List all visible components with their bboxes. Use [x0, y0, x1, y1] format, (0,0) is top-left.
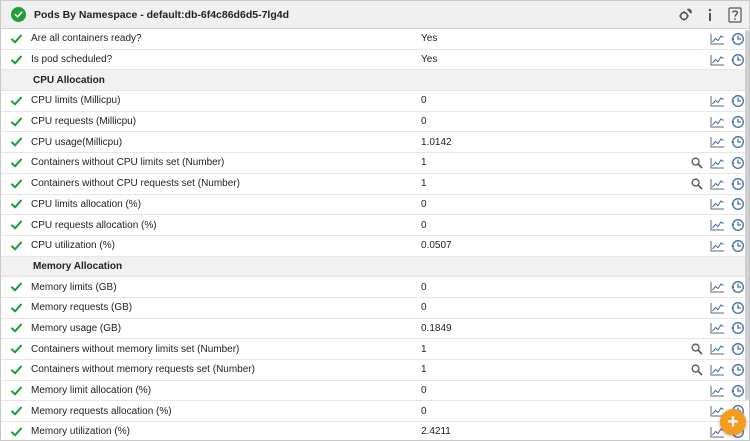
metric-label: Memory usage (GB): [31, 322, 122, 334]
metric-row: [1, 215, 749, 236]
check-icon: [1, 427, 31, 437]
row-actions: [709, 50, 749, 70]
scrollbar[interactable]: [745, 30, 749, 400]
row-actions: [709, 132, 749, 152]
check-icon: [1, 282, 31, 292]
line-chart-icon[interactable]: [709, 196, 726, 212]
history-icon[interactable]: [729, 31, 746, 47]
check-icon: [1, 323, 31, 333]
metric-label: Memory limits (GB): [31, 281, 117, 293]
metric-label: CPU requests (Millicpu): [31, 116, 137, 128]
metric-value: 1.0142: [421, 136, 452, 148]
metric-value: 0: [421, 405, 427, 417]
history-icon[interactable]: [729, 196, 746, 212]
line-chart-icon[interactable]: [709, 93, 726, 109]
metric-label: CPU usage(Millicpu): [31, 136, 123, 148]
metric-row: [1, 195, 749, 216]
metric-value: 0: [421, 281, 427, 293]
line-chart-icon[interactable]: [709, 300, 726, 316]
metric-row: [1, 236, 749, 257]
help-icon[interactable]: [724, 4, 746, 26]
magnifier-icon[interactable]: [688, 362, 705, 378]
line-chart-icon[interactable]: [709, 52, 726, 68]
row-actions: [709, 91, 749, 111]
line-chart-icon[interactable]: [709, 320, 726, 336]
metric-value: 1: [421, 157, 427, 169]
metric-label: Containers without memory limits set (Number): [31, 343, 240, 355]
line-chart-icon[interactable]: [709, 279, 726, 295]
history-icon[interactable]: [729, 362, 746, 378]
info-icon[interactable]: [699, 4, 721, 26]
metric-row: [1, 422, 749, 441]
metric-label: Memory limit allocation (%): [31, 385, 152, 397]
check-icon: [1, 406, 31, 416]
history-icon[interactable]: [729, 341, 746, 357]
line-chart-icon[interactable]: [709, 134, 726, 150]
row-actions: [709, 195, 749, 215]
check-icon: [1, 344, 31, 354]
magnifier-icon[interactable]: [688, 155, 705, 171]
metric-value: 2.4211: [421, 426, 451, 438]
history-icon[interactable]: [729, 114, 746, 130]
settings-wrench-icon[interactable]: [674, 4, 696, 26]
check-icon: [1, 34, 31, 44]
metric-value: 0: [421, 116, 427, 128]
check-icon: [1, 137, 31, 147]
row-actions: [709, 381, 749, 401]
line-chart-icon[interactable]: [709, 362, 726, 378]
metric-row: [1, 360, 749, 381]
check-icon: [1, 199, 31, 209]
row-actions: [688, 360, 749, 380]
row-actions: [709, 319, 749, 339]
add-button[interactable]: +: [720, 409, 746, 435]
magnifier-icon[interactable]: [688, 341, 705, 357]
panel-title: Pods By Namespace - default:db-6f4c86d6d5-7lg4d: [34, 8, 289, 21]
metric-row: [1, 112, 749, 133]
metric-row: [1, 132, 749, 153]
metric-value: 1: [421, 178, 427, 190]
check-icon: [1, 303, 31, 313]
metric-label: Containers without memory requests set (Number): [31, 364, 255, 376]
check-icon: [1, 55, 31, 65]
metric-label: Containers without CPU requests set (Number): [31, 178, 240, 190]
row-actions: [709, 112, 749, 132]
check-icon: [1, 365, 31, 375]
check-icon: [1, 241, 31, 251]
line-chart-icon[interactable]: [709, 383, 726, 399]
metric-row: [1, 339, 749, 360]
metric-row: [1, 319, 749, 340]
metric-value: 0: [421, 302, 427, 314]
history-icon[interactable]: [729, 93, 746, 109]
metric-value: 1: [421, 343, 427, 355]
history-icon[interactable]: [729, 279, 746, 295]
metric-row: [1, 153, 749, 174]
metric-row: [1, 298, 749, 319]
metrics-list: [1, 29, 749, 441]
row-actions: [709, 215, 749, 235]
row-actions: [709, 298, 749, 318]
metric-label: Are all containers ready?: [31, 33, 142, 45]
history-icon[interactable]: [729, 320, 746, 336]
metric-row: [1, 91, 749, 112]
metric-value: 0: [421, 198, 427, 210]
status-ok-icon: [11, 7, 26, 22]
line-chart-icon[interactable]: [709, 155, 726, 171]
section-header: CPU Allocation: [1, 70, 749, 91]
line-chart-icon[interactable]: [709, 341, 726, 357]
metric-label: Memory requests (GB): [31, 302, 133, 314]
metric-row: [1, 277, 749, 298]
metric-label: CPU limits allocation (%): [31, 198, 142, 210]
history-icon[interactable]: [729, 383, 746, 399]
metric-value: Yes: [421, 33, 438, 45]
metric-row: [1, 174, 749, 195]
metric-label: Memory requests allocation (%): [31, 405, 172, 417]
check-icon: [1, 220, 31, 230]
check-icon: [1, 158, 31, 168]
history-icon[interactable]: [729, 155, 746, 171]
history-icon[interactable]: [729, 300, 746, 316]
metric-row: [1, 381, 749, 402]
metric-label: Memory utilization (%): [31, 426, 130, 438]
check-icon: [1, 96, 31, 106]
metric-value: 1: [421, 364, 427, 376]
metric-value: 0: [421, 95, 427, 107]
row-actions: [688, 174, 749, 194]
magnifier-icon[interactable]: [688, 176, 705, 192]
section-header: Memory Allocation: [1, 257, 749, 278]
check-icon: [1, 386, 31, 396]
line-chart-icon[interactable]: [709, 114, 726, 130]
check-icon: [1, 117, 31, 127]
metric-value: 0.0507: [421, 240, 452, 252]
metric-label: CPU requests allocation (%): [31, 219, 157, 231]
metric-value: Yes: [421, 54, 438, 66]
history-icon[interactable]: [729, 52, 746, 68]
line-chart-icon[interactable]: [709, 217, 726, 233]
metric-label: CPU utilization (%): [31, 240, 115, 252]
line-chart-icon[interactable]: [709, 238, 726, 254]
history-icon[interactable]: [729, 238, 746, 254]
metric-label: CPU limits (Millicpu): [31, 95, 121, 107]
metric-value: 0: [421, 219, 427, 231]
metric-label: Containers without CPU limits set (Number): [31, 157, 225, 169]
metric-label: Is pod scheduled?: [31, 54, 113, 66]
history-icon[interactable]: [729, 217, 746, 233]
metric-row: [1, 29, 749, 50]
row-actions: [709, 236, 749, 256]
history-icon[interactable]: [729, 134, 746, 150]
check-icon: [1, 179, 31, 189]
row-actions: [688, 153, 749, 173]
metric-value: 0.1849: [421, 322, 452, 334]
metric-row: [1, 50, 749, 71]
row-actions: [688, 339, 749, 359]
panel-header: [1, 1, 749, 29]
row-actions: [709, 277, 749, 297]
line-chart-icon[interactable]: [709, 176, 726, 192]
row-actions: [709, 29, 749, 49]
line-chart-icon[interactable]: [709, 31, 726, 47]
metric-value: 0: [421, 385, 427, 397]
metric-row: [1, 401, 749, 422]
history-icon[interactable]: [729, 176, 746, 192]
